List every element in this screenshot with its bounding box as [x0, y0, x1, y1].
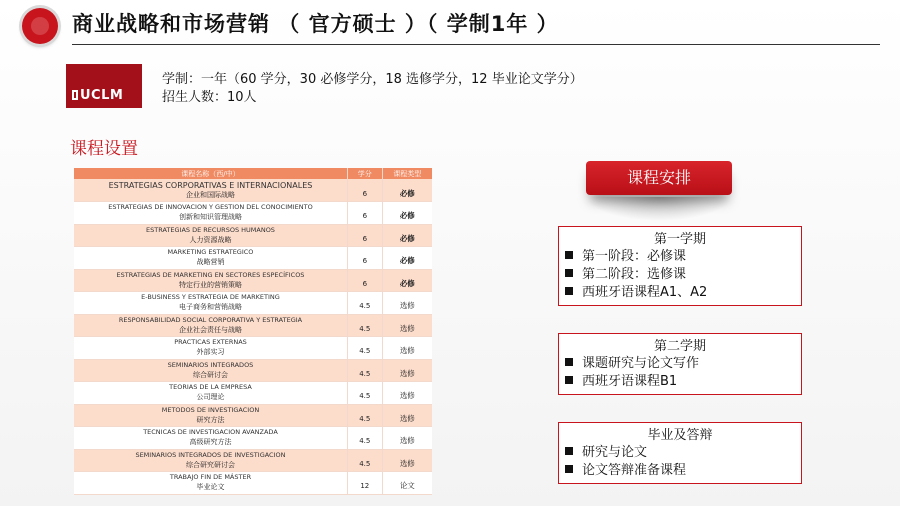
type-cell [382, 427, 432, 450]
type-cell [382, 337, 432, 360]
course-name-zh: 外部实习 [196, 348, 225, 357]
square-bullet-icon [565, 447, 573, 455]
course-name-cell [74, 472, 347, 495]
credits-cell [347, 359, 382, 382]
type-cell [382, 247, 432, 270]
list-item-label: 西班牙语课程A1、A2 [582, 285, 708, 300]
course-name-cell [74, 224, 347, 247]
credits-value: 4.5 [359, 414, 371, 423]
course-name-cell [74, 314, 347, 337]
table-row [74, 202, 432, 225]
graduation-box [558, 422, 802, 484]
table-row [74, 359, 432, 382]
semester-1-box [558, 226, 802, 306]
type-cell [382, 224, 432, 247]
type-cell [382, 359, 432, 382]
course-type-value: 选修 [399, 346, 415, 356]
column-header-type: 课程类型 [382, 168, 432, 179]
credits-value: 12 [360, 482, 370, 491]
credits-cell [347, 179, 382, 202]
table-row [74, 224, 432, 247]
type-cell [382, 314, 432, 337]
course-name-zh: 高级研究方法 [189, 438, 232, 447]
list-item-label: 课题研究与论文写作 [582, 356, 700, 371]
list-item-label: 第二阶段：选修课 [582, 267, 687, 282]
course-name-es: SEMINARIOS INTEGRADOS [167, 360, 254, 369]
credits-value: 4.5 [359, 324, 371, 333]
course-name-cell [74, 337, 347, 360]
list-item-label: 论文答辩准备课程 [582, 463, 687, 478]
credits-value: 6 [362, 234, 368, 243]
credits-value: 4.5 [359, 347, 371, 356]
course-type-value: 选修 [399, 301, 415, 311]
course-name-cell [74, 292, 347, 315]
course-name-zh: 企业和国际战略 [185, 190, 235, 199]
list-item-label: 西班牙语课程B1 [582, 374, 678, 389]
table-row [74, 404, 432, 427]
square-bullet-icon [565, 376, 573, 384]
credits-value: 6 [362, 212, 368, 221]
box-title: 第一学期 [653, 232, 706, 247]
table-row [74, 427, 432, 450]
course-type-value: 选修 [399, 436, 415, 446]
course-name-cell [74, 179, 347, 202]
credits-cell [347, 404, 382, 427]
list-item [559, 444, 801, 462]
table-row [74, 179, 432, 202]
square-bullet-icon [565, 358, 573, 366]
credits-cell [347, 472, 382, 495]
title-divider [72, 44, 880, 45]
box-title: 毕业及答辩 [647, 428, 713, 443]
title-bullet-icon [22, 8, 58, 44]
program-duration-info: 学制：一年（60 学分，30 必修学分，18 选修学分，12 毕业论文学分） [162, 72, 583, 87]
credits-cell [347, 224, 382, 247]
course-name-es: METODOS DE INVESTIGACION [161, 405, 260, 414]
course-name-es: MARKETING ESTRATEGICO [167, 248, 254, 257]
table-row [74, 449, 432, 472]
semester-2-box [558, 333, 802, 395]
course-name-es: TEORIAS DE LA EMPRESA [169, 383, 252, 392]
square-bullet-icon [565, 287, 573, 295]
course-type-value: 选修 [399, 391, 415, 401]
course-name-cell [74, 427, 347, 450]
course-name-cell [74, 269, 347, 292]
course-name-es: TRABAJO FIN DE MÁSTER [169, 473, 252, 482]
table-row [74, 314, 432, 337]
table-row [74, 269, 432, 292]
credits-value: 4.5 [359, 459, 371, 468]
table-row [74, 247, 432, 270]
list-item [559, 248, 801, 266]
course-name-zh: 毕业论文 [196, 483, 225, 492]
type-cell [382, 449, 432, 472]
course-name-zh: 战略营销 [196, 258, 225, 267]
list-item [559, 355, 801, 373]
type-cell [382, 472, 432, 495]
course-type-value: 选修 [399, 323, 415, 333]
course-name-zh: 创新和知识管理战略 [178, 213, 242, 222]
course-name-cell [74, 359, 347, 382]
credits-value: 6 [362, 257, 368, 266]
course-schedule-button[interactable]: 课程安排 [586, 161, 732, 195]
course-name-cell [74, 382, 347, 405]
list-item-label: 第一阶段：必修课 [582, 249, 687, 264]
type-cell [382, 269, 432, 292]
course-name-zh: 人力资源战略 [189, 235, 232, 244]
list-item [559, 266, 801, 284]
credits-cell [347, 314, 382, 337]
credits-cell [347, 292, 382, 315]
course-name-cell [74, 404, 347, 427]
logo-text: UCLM [80, 88, 124, 103]
logo-mark-icon [72, 90, 78, 100]
course-type-value: 论文 [399, 481, 415, 491]
square-bullet-icon [565, 269, 573, 277]
enrollment-info: 招生人数：10人 [162, 90, 257, 105]
credits-value: 4.5 [359, 302, 371, 311]
section-title: 课程设置 [70, 139, 138, 159]
course-name-es: E-BUSINESS Y ESTRATEGIA DE MARKETING [141, 293, 280, 302]
type-cell [382, 404, 432, 427]
course-name-zh: 综合研讨会 [192, 370, 228, 379]
credits-value: 4.5 [359, 437, 371, 446]
course-name-es: ESTRATEGIAS DE RECURSOS HUMANOS [146, 225, 275, 234]
square-bullet-icon [565, 465, 573, 473]
course-name-cell [74, 202, 347, 225]
table-row [74, 337, 432, 360]
course-type-value: 必修 [399, 256, 415, 266]
table-row [74, 382, 432, 405]
type-cell [382, 382, 432, 405]
course-name-zh: 公司理论 [196, 393, 225, 402]
course-name-es: ESTRATEGIAS DE INNOVACION Y GESTION DEL CONOCIMIENTO [108, 203, 313, 212]
course-name-zh: 电子商务和营销战略 [178, 303, 242, 312]
credits-cell [347, 269, 382, 292]
course-name-zh: 特定行业的营销策略 [178, 280, 242, 289]
course-type-value: 必修 [399, 188, 415, 198]
list-item-label: 研究与论文 [582, 445, 648, 460]
course-type-value: 必修 [399, 211, 415, 221]
square-bullet-icon [565, 251, 573, 259]
course-type-value: 必修 [399, 233, 415, 243]
credits-cell [347, 427, 382, 450]
list-item [559, 462, 801, 480]
credits-cell [347, 382, 382, 405]
course-name-es: ESTRATEGIAS DE MARKETING EN SECTORES ESPECÍFICOS [116, 270, 305, 279]
type-cell [382, 202, 432, 225]
credits-cell [347, 449, 382, 472]
type-cell [382, 292, 432, 315]
credits-value: 4.5 [359, 369, 371, 378]
course-type-value: 选修 [399, 413, 415, 423]
course-name-cell [74, 449, 347, 472]
course-type-value: 选修 [399, 368, 415, 378]
column-header-course: 课程名称（西/中） [74, 168, 347, 179]
credits-cell [347, 337, 382, 360]
course-name-es: SEMINARIOS INTEGRADOS DE INVESTIGACION [135, 450, 286, 459]
course-table [74, 168, 432, 495]
button-shadow [586, 197, 732, 221]
course-type-value: 必修 [399, 278, 415, 288]
course-name-es: PRACTICAS EXTERNAS [174, 338, 247, 347]
table-row [74, 292, 432, 315]
table-header-row [74, 168, 432, 179]
credits-cell [347, 247, 382, 270]
credits-value: 4.5 [359, 392, 371, 401]
course-name-es: TECNICAS DE INVESTIGACION AVANZADA [143, 428, 278, 437]
box-title: 第二学期 [653, 339, 706, 354]
list-item [559, 284, 801, 302]
credits-value: 6 [362, 279, 368, 288]
page-title: 商业战略和市场营销 （ 官方硕士 ）（ 学制1年 ） [72, 12, 559, 36]
course-name-zh: 企业社会责任与战略 [178, 325, 242, 334]
credits-value: 6 [362, 189, 368, 198]
uclm-logo [66, 64, 142, 108]
course-name-cell [74, 247, 347, 270]
table-row [74, 472, 432, 495]
course-name-es: ESTRATEGIAS CORPORATIVAS E INTERNACIONALES [108, 180, 313, 190]
course-type-value: 选修 [399, 458, 415, 468]
credits-cell [347, 202, 382, 225]
course-name-zh: 综合研究研讨会 [185, 460, 235, 469]
course-name-zh: 研究方法 [196, 415, 225, 424]
list-item [559, 373, 801, 391]
course-name-es: RESPONSABILIDAD SOCIAL CORPORATIVA Y ESTRATEGIA [118, 315, 303, 324]
column-header-credits: 学分 [347, 168, 382, 179]
type-cell [382, 179, 432, 202]
